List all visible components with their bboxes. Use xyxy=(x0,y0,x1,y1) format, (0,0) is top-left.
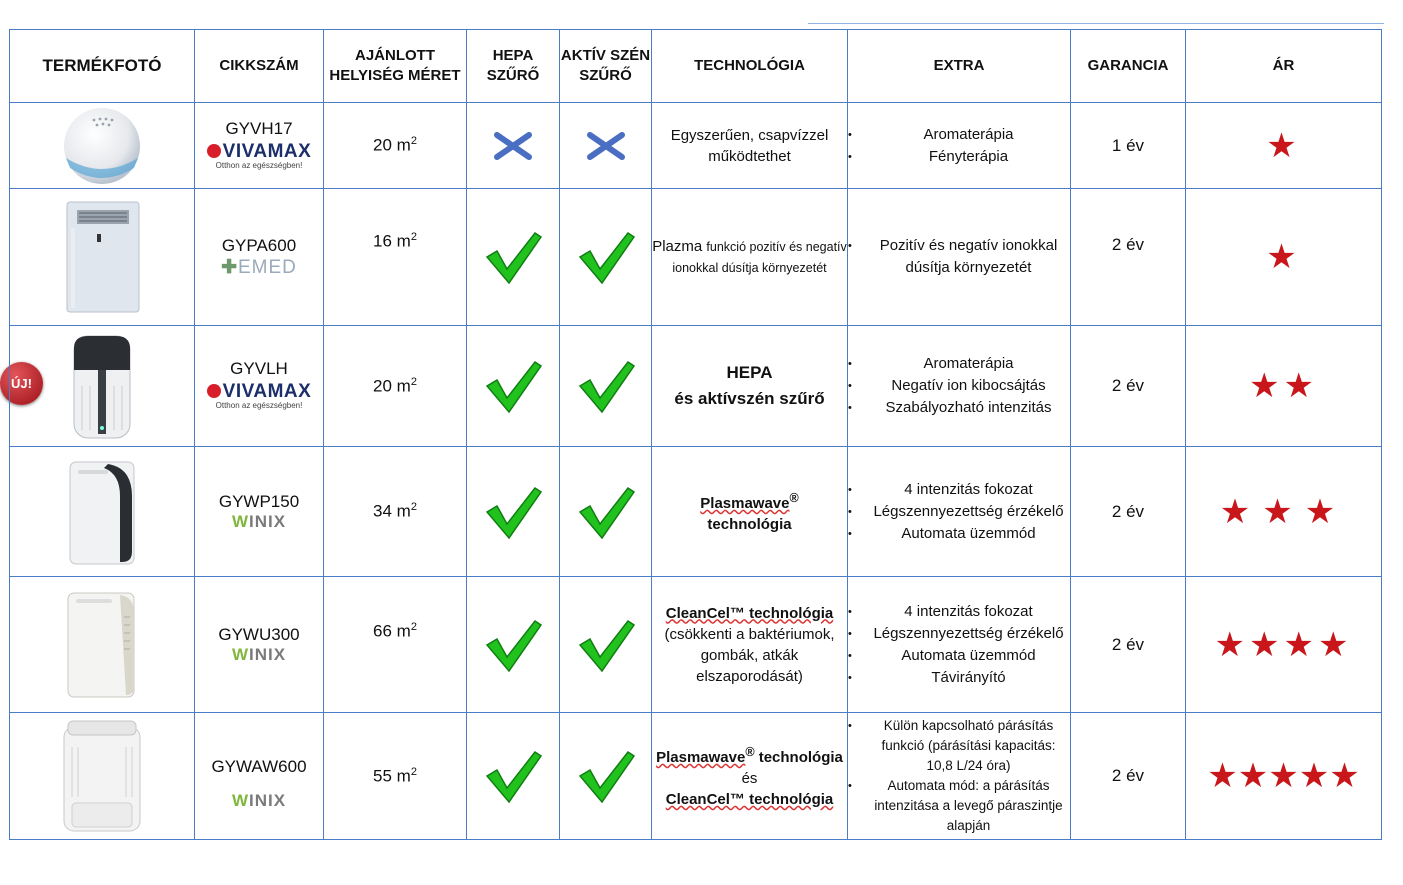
extra-item: • Automata üzemmód xyxy=(867,645,1070,667)
table-row xyxy=(10,189,1382,326)
extra-item: • Pozitív és negatív ionokkal dúsítja környezetét xyxy=(867,235,1070,279)
price-rating xyxy=(1186,189,1382,326)
extras xyxy=(848,103,1071,189)
extra-item: • Távirányító xyxy=(867,667,1070,689)
check-icon xyxy=(483,358,543,414)
extra-item: • Aromaterápia xyxy=(867,124,1070,146)
comparison-table xyxy=(9,29,1382,840)
extra-item: • Automata üzemmód xyxy=(867,523,1070,545)
technology: Plasmawave® technológia xyxy=(652,447,848,577)
winix-logo: WINIX xyxy=(231,644,287,664)
hepa-no-mark xyxy=(467,103,560,189)
header-price: ÁR xyxy=(1186,30,1382,103)
header-row xyxy=(10,30,1382,103)
warranty: 2 év xyxy=(1071,189,1186,326)
winix-logo: WINIX xyxy=(231,511,287,531)
carbon-yes-mark xyxy=(560,189,652,326)
sku: GYWAW600 xyxy=(211,757,307,776)
warranty: 1 év xyxy=(1071,103,1186,189)
price-rating xyxy=(1186,103,1382,189)
product-photo-winix-aw600 xyxy=(10,713,195,840)
hepa-yes-mark xyxy=(467,326,560,447)
warranty: 2 év xyxy=(1071,577,1186,713)
room-size: 20 $m^2$ xyxy=(324,326,467,447)
cross-icon xyxy=(586,131,626,161)
table-row xyxy=(10,447,1382,577)
technology: CleanCel™ technológia (csökkenti a baktériumok, gombák, atkák elszaporodását) xyxy=(652,577,848,713)
price-rating xyxy=(1186,713,1382,840)
extras xyxy=(848,447,1071,577)
check-icon xyxy=(576,229,636,285)
room-size: 55 $m^2$ xyxy=(324,713,467,840)
extra-item: • Légszennyezettség érzékelő xyxy=(867,501,1070,523)
check-icon xyxy=(483,617,543,673)
product-photo-winix-p150 xyxy=(10,447,195,577)
sku: GYPA600 xyxy=(221,235,297,255)
carbon-yes-mark xyxy=(560,447,652,577)
extras xyxy=(848,713,1071,840)
hepa-yes-mark xyxy=(467,577,560,713)
extra-item: • Negatív ion kibocsájtás xyxy=(867,375,1070,397)
carbon-yes-mark xyxy=(560,326,652,447)
sku: GYWU300 xyxy=(218,624,300,644)
emed-logo: ✚EMED xyxy=(221,256,297,278)
price-stars: ★★★★★ xyxy=(1207,757,1360,795)
price-stars: ★ xyxy=(1266,126,1301,165)
extra-item: • 4 intenzitás fokozat xyxy=(867,479,1070,501)
header-warranty: GARANCIA xyxy=(1071,30,1186,103)
header-photo: TERMÉKFOTÓ xyxy=(10,30,195,103)
price-stars: ★★★ xyxy=(1219,492,1348,531)
warranty: 2 év xyxy=(1071,713,1186,840)
sku-cell xyxy=(195,326,324,447)
extra-item: • Fényterápia xyxy=(867,146,1070,168)
vivamax-logo: VIVAMAX Otthon az egészségben! xyxy=(207,381,312,410)
sku-cell xyxy=(195,447,324,577)
check-icon xyxy=(576,484,636,540)
sku-cell xyxy=(195,189,324,326)
hepa-yes-mark xyxy=(467,713,560,840)
price-stars: ★★★★ xyxy=(1214,625,1353,664)
room-size: 66 $m^2$ xyxy=(324,577,467,713)
hepa-yes-mark xyxy=(467,447,560,577)
table-row xyxy=(10,713,1382,840)
product-photo-orb xyxy=(10,103,195,189)
product-photo-winix-u300 xyxy=(10,577,195,713)
sku: GYVH17 xyxy=(225,118,293,138)
carbon-no-mark xyxy=(560,103,652,189)
warranty: 2 év xyxy=(1071,447,1186,577)
extra-item: • 4 intenzitás fokozat xyxy=(867,601,1070,623)
product-photo-tower xyxy=(10,326,195,447)
header-sku: CIKKSZÁM xyxy=(195,30,324,103)
check-icon xyxy=(576,617,636,673)
header-tech: TECHNOLÓGIA xyxy=(652,30,848,103)
room-size: 20 $m^2$ xyxy=(324,103,467,189)
header-size: AJÁNLOTT HELYISÉG MÉRET xyxy=(324,30,467,103)
plus-icon: ✚ xyxy=(221,256,238,278)
table-row xyxy=(10,103,1382,189)
check-icon xyxy=(576,358,636,414)
extra-item: • Szabályozható intenzitás xyxy=(867,397,1070,419)
technology: Plazma funkció pozitív és negatív ionokkal dúsítja környezetét xyxy=(652,189,848,326)
sku: GYWP150 xyxy=(218,491,300,511)
extra-item: • Automata mód: a párásítás intenzitása a levegő páraszintje alapján xyxy=(867,776,1070,836)
technology: Plasmawave® technológia és CleanCel™ technológia xyxy=(652,713,848,840)
carbon-yes-mark xyxy=(560,713,652,840)
price-rating xyxy=(1186,447,1382,577)
price-rating xyxy=(1186,577,1382,713)
price-stars: ★ xyxy=(1266,238,1301,276)
vivamax-logo-icon xyxy=(207,384,221,398)
extra-item: • Légszennyezettség érzékelő xyxy=(867,623,1070,645)
room-size: 16 $m^2$ xyxy=(324,189,467,326)
header-hepa: HEPA SZŰRŐ xyxy=(467,30,560,103)
winix-logo: WINIX xyxy=(231,791,287,810)
table-row xyxy=(10,326,1382,447)
sku-cell xyxy=(195,713,324,840)
check-icon xyxy=(483,748,543,804)
extra-item: • Aromaterápia xyxy=(867,353,1070,375)
technology: Egyszerűen, csapvízzel működtethet xyxy=(652,103,848,189)
header-carbon: AKTÍV SZÉN SZŰRŐ xyxy=(560,30,652,103)
carbon-yes-mark xyxy=(560,577,652,713)
extras xyxy=(848,326,1071,447)
price-rating xyxy=(1186,326,1382,447)
header-extra: EXTRA xyxy=(848,30,1071,103)
extras xyxy=(848,189,1071,326)
technology: HEPA és aktívszén szűrő xyxy=(652,326,848,447)
product-photo-panel xyxy=(10,189,195,326)
sku: GYVLH xyxy=(230,359,288,378)
check-icon xyxy=(483,229,543,285)
sku-cell xyxy=(195,103,324,189)
vivamax-logo: VIVAMAX Otthon az egészségben! xyxy=(207,141,312,170)
warranty: 2 év xyxy=(1071,326,1186,447)
price-stars: ★★ xyxy=(1249,367,1318,405)
top-divider-line xyxy=(808,23,1384,24)
sku-cell xyxy=(195,577,324,713)
extra-item: • Külön kapcsolható párásítás funkció (párásítási kapacitás: 10,8 L/24 óra) xyxy=(867,716,1070,776)
hepa-yes-mark xyxy=(467,189,560,326)
new-badge: ÚJ! xyxy=(0,362,43,405)
cross-icon xyxy=(493,131,533,161)
room-size: 34 $m^2$ xyxy=(324,447,467,577)
check-icon xyxy=(483,484,543,540)
vivamax-logo-icon xyxy=(207,144,221,158)
table-row xyxy=(10,577,1382,713)
extras xyxy=(848,577,1071,713)
check-icon xyxy=(576,748,636,804)
